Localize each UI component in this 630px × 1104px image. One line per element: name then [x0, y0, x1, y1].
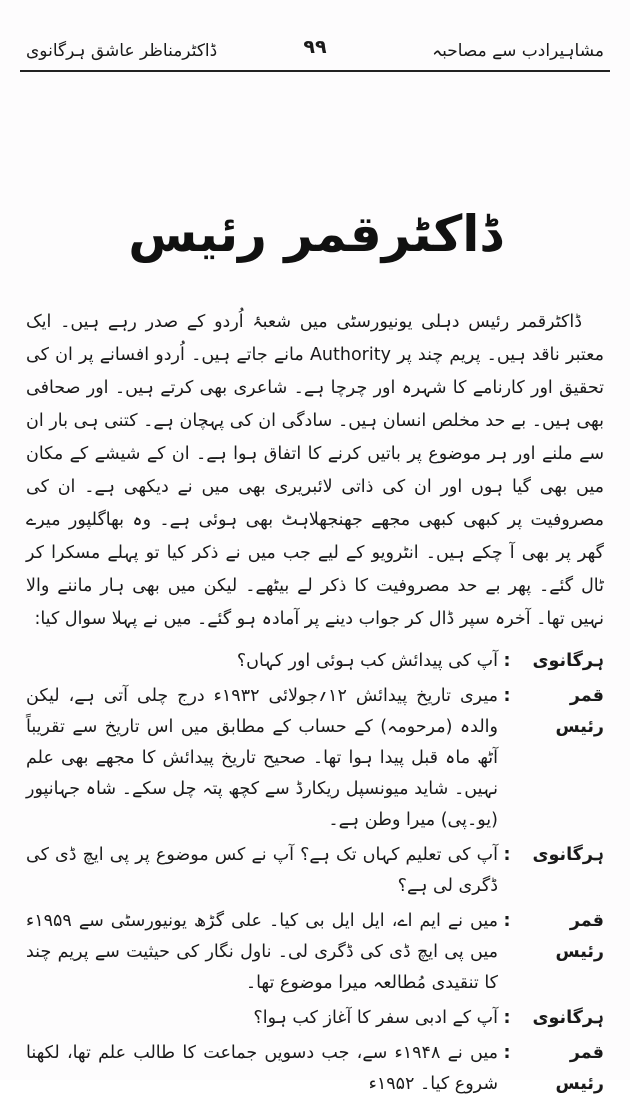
colon: : [503, 911, 511, 931]
speaker-name: ہرگانوی [532, 1008, 604, 1028]
speaker-name: قمر رئیس [555, 911, 604, 962]
page-title: ڈاکٹرقمر رئیس [128, 205, 502, 263]
intro-text [26, 306, 604, 636]
speaker-name: ہرگانوی [532, 845, 604, 865]
author-name: ڈاکٹرمناظر عاشق ہرگانوی [26, 41, 218, 61]
qa-row [26, 1003, 604, 1034]
colon: : [503, 651, 511, 671]
qa-text: آپ کی تعلیم کہاں تک ہے؟ آپ نے کس موضوع پر پی ایچ ڈی کی ڈگری لی ہے؟ [26, 845, 498, 896]
qa-row [26, 840, 604, 902]
qa-row [26, 906, 604, 999]
qa-text: میری تاریخ پیدائش ۱۲؍جولائی ۱۹۳۲ء درج چلی آتی ہے، لیکن والدہ (مرحومہ) کے حساب کے مطابق میں اس تاریخ سے تقریباً آٹھ ماہ قبل پیدا ہوا تھا۔ صحیح تاریخ پیدائش کا مجھے بھی علم نہیں۔ شاید میونسپل ریکارڈ سے کچھ پتہ چل سکے۔ شاہ جہانپور (یو۔پی) میرا وطن ہے۔ [26, 686, 498, 830]
qa-row [26, 646, 604, 677]
colon: : [503, 1043, 511, 1063]
qa-row [26, 681, 604, 836]
qa-text: میں نے ایم اے، ایل ایل بی کیا۔ علی گڑھ یونیورسٹی سے ۱۹۵۹ء میں پی ایچ ڈی کی ڈگری لی۔ ناول نگار کی حیثیت سے پریم چند کا تنقیدی مُطالعہ میرا موضوع تھا۔ [26, 911, 498, 993]
running-header [20, 30, 610, 72]
colon: : [503, 845, 511, 865]
speaker-name: قمر رئیس [555, 686, 604, 737]
colon: : [503, 686, 511, 706]
speaker-name: ہرگانوی [532, 651, 604, 671]
interview-qa [26, 646, 604, 1104]
speaker-name: قمر رئیس [555, 1043, 604, 1094]
running-title: مشاہیرادب سے مصاحبہ [432, 41, 604, 61]
qa-text: آپ کی پیدائش کب ہوئی اور کہاں؟ [236, 651, 498, 671]
intro-paragraph: ڈاکٹرقمر رئیس دہلی یونیورسٹی میں شعبۂ اُردو کے صدر رہے ہیں۔ ایک معتبر ناقد ہیں۔ پریم چند پر Authority مانے جاتے ہیں۔ اُردو افسانے پر ان کی تحقیق اور کارنامے کا شہرہ اور چرچا ہے۔ شاعری بھی کرتے ہیں۔ اور صحافی بھی ہیں۔ بے حد مخلص انسان ہیں۔ سادگی ان کی پہچان ہے۔ کتنی ہی بار ان سے ملنے اور ہر موضوع پر باتیں کرنے کا اتفاق ہوا ہے۔ ان کے شیشے کے مکان میں بھی گیا ہوں اور ان کی ذاتی لائبریری بھی میں نے دیکھی ہے۔ ان کی مصروفیت پر کبھی کبھی مجھے جھنجھلاہٹ بھی ہوئی ہے۔ وہ بھاگلپور میرے گھر پر بھی آ چکے ہیں۔ انٹرویو کے لیے جب میں نے ذکر کیا تو پہلے مسکرا کر ٹال گئے۔ پھر بے حد مصروفیت کا ذکر لے بیٹھے۔ لیکن میں بھی ہار ماننے والا نہیں تھا۔ آخرہ سپر ڈال کر جواب دینے پر آمادہ ہو گئے۔ میں نے پہلا سوال کیا: [26, 312, 604, 629]
page-number: ۹۹ [303, 36, 327, 58]
qa-text: آپ کے ادبی سفر کا آغاز کب ہوا؟ [253, 1008, 498, 1028]
colon: : [503, 1008, 511, 1028]
qa-text: میں نے ۱۹۴۸ء سے، جب دسویں جماعت کا طالب علم تھا، لکھنا شروع کیا۔ ۱۹۵۲ء [26, 1043, 499, 1094]
qa-row [26, 1038, 604, 1100]
